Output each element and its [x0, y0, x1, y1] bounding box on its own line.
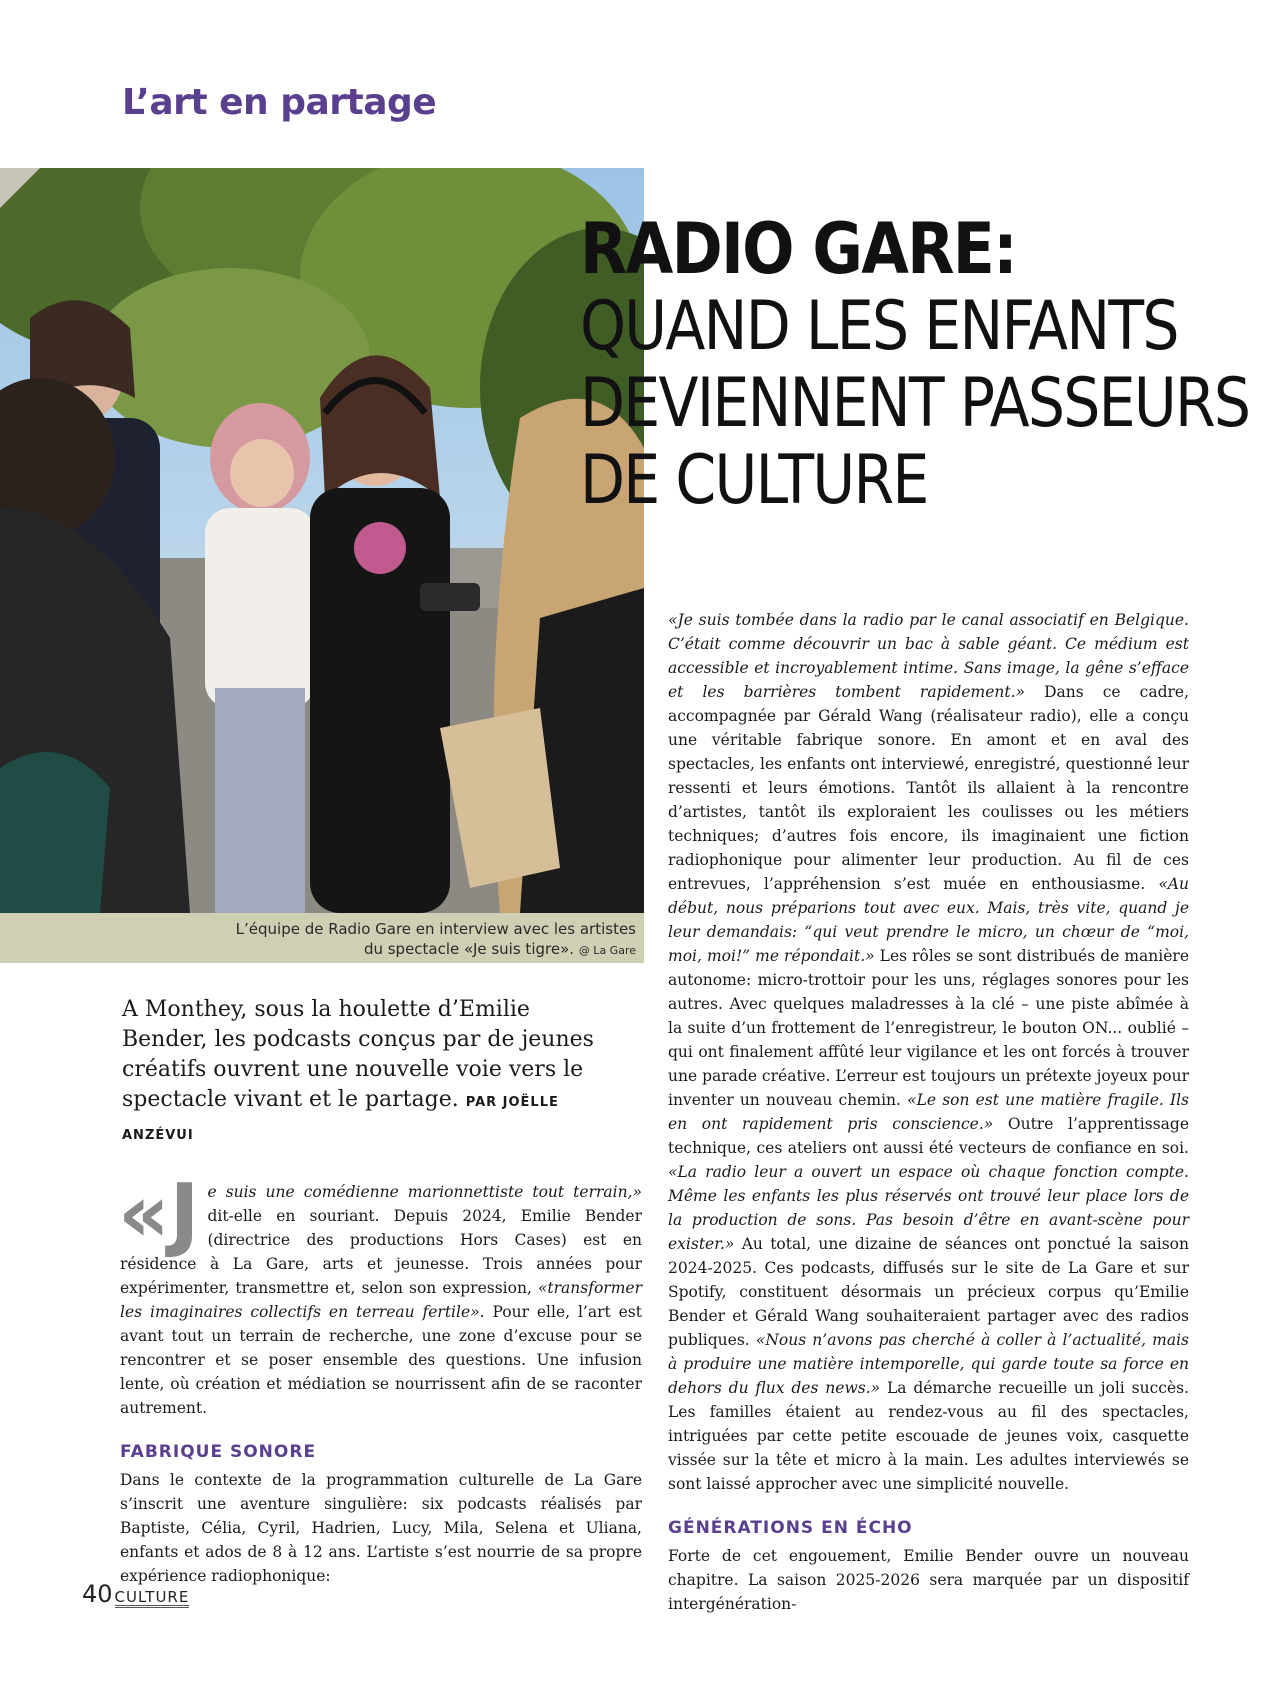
- title-line-4: DE CULTURE: [580, 441, 928, 520]
- photo-illustration: [0, 168, 644, 913]
- intro-quote-2: «transformer les imaginaires collectifs en terreau fertile».: [120, 1279, 642, 1321]
- title-line-1: RADIO GARE:: [580, 208, 1016, 290]
- quote-3: «Le son est une matière fragile. Ils en ont rapidement pris conscience.»: [668, 1091, 1189, 1133]
- article-lede: [122, 995, 622, 1151]
- quote-2: «Au début, nous préparions tout avec eux. Mais, très vite, quand je leur demandais: “qui veut prendre le micro, un chœur de “moi, moi, moi!” me répondait.»: [668, 875, 1189, 965]
- subhead-generations: GÉNÉRATIONS EN ÉCHO: [668, 1518, 913, 1538]
- article-photo: [0, 168, 644, 913]
- paragraph-generations: Forte de cet engouement, Emilie Bender ouvre un nouveau chapitre. La saison 2025-2026 sera marquée par un dispositif intergénération-: [668, 1547, 1189, 1613]
- caption-line-1: L’équipe de Radio Gare en interview avec les artistes: [235, 920, 636, 938]
- text-4: Au total, une dizaine de séances ont ponctué la saison 2024-2025. Ces podcasts, diffusés sur le site de La Gare et sur Spotify, constituent désormais un précieux corpus qu’Emilie Bender et Gérald Wang souhaiteraient partager avec des radios publiques.: [668, 1235, 1189, 1349]
- dropcap: «J: [118, 1167, 200, 1260]
- title-line-2: QUAND LES ENFANTS: [580, 287, 1178, 366]
- photo-credit: @ La Gare: [578, 944, 636, 957]
- paragraph-intro: [118, 1167, 642, 1420]
- text-2: Les rôles se sont distribués de manière autonome: micro-trottoir pour les uns, réglages sonores pour les autres. Avec quelques maladresses à la clé – une piste abîmée à la suite d’un frottement de l’enregistreur, le bouton ON... oublié – qui ont finalement affûté leur vigilance et les ont forcés à trouver une parade créative. L’erreur est toujours un prétexte joyeux pour inventer un nouveau chemin.: [668, 947, 1189, 1109]
- photo-caption: [0, 913, 644, 963]
- title-line-3: DEVIENNENT PASSEURS: [580, 364, 1250, 443]
- page-folio: [82, 1580, 189, 1608]
- quote-4: «La radio leur a ouvert un espace où chaque fonction compte. Même les enfants les plus réservés ont trouvé leur place lors de la production de sons. Pas besoin d’être en avant-scène pour exister.»: [668, 1163, 1189, 1253]
- intro-text-a: dit-elle en souriant. Depuis 2024, Emilie Bender (directrice des productions Hors Cases) est en résidence à La Gare, arts et jeunesse. Trois années pour expérimenter, transmettre et, selon son expression,: [120, 1207, 642, 1297]
- paragraph-radio: [668, 608, 1189, 1496]
- caption-line-2-text: du spectacle «Je suis tigre».: [363, 940, 575, 958]
- body-column-left: [118, 1167, 642, 1588]
- text-5: La démarche recueille un joli succès. Les familles étaient au rendez-vous au fil des spectacles, intriguées par cette petite escouade de jeunes voix, casquette vissée sur la tête et micro à la main. Les adultes interviewés se sont laissé approcher avec une simplicité nouvelle.: [668, 1379, 1189, 1493]
- caption-line-2: [0, 939, 636, 961]
- byline: PAR JOËLLE ANZÉVUI: [122, 1095, 559, 1143]
- intro-quote: e suis une comédienne marionnettiste tout terrain,»: [207, 1183, 642, 1201]
- lede-text: A Monthey, sous la houlette d’Emilie Bender, les podcasts conçus par de jeunes créatifs ouvrent une nouvelle voie vers le spectacle vivant et le partage.: [122, 997, 594, 1112]
- intro-text-b: Pour elle, l’art est avant tout un terrain de recherche, une zone d’excuse pour se rencontrer et se poser ensemble des questions. Une infusion lente, où création et médiation se nourrissent afin de se raconter autrement.: [120, 1303, 642, 1417]
- text-3: Outre l’apprentissage technique, ces ateliers ont aussi été vecteurs de confiance en soi.: [668, 1115, 1189, 1157]
- paragraph-fabrique: Dans le contexte de la programmation culturelle de La Gare s’inscrit une aventure singulière: six podcasts réalisés par Baptiste, Célia, Cyril, Hadrien, Lucy, Mila, Selena et Uliana, enfants et ados de 8 à 12 ans. L’artiste s’est nourrie de sa propre expérience radiophonique:: [120, 1471, 642, 1585]
- body-column-right: [668, 608, 1189, 1616]
- text-1: Dans ce cadre, accompagnée par Gérald Wang (réalisateur radio), elle a conçu une véritable fabrique sonore. En amont et en aval des spectacles, les enfants ont interviewé, enregistré, questionné leur ressenti et leurs émotions. Tantôt ils allaient à la rencontre d’artistes, tantôt ils exploraient les coulisses ou les métiers techniques; d’autres fois encore, ils imaginaient une fiction radiophonique pour alimenter leur production. Au fil de ces entrevues, l’appréhension s’est muée en enthousiasme.: [668, 683, 1189, 893]
- magazine-name: CULTURE: [114, 1588, 190, 1606]
- quote-1: «Je suis tombée dans la radio par le canal associatif en Belgique. C’était comme découvrir un bac à sable géant. Ce médium est accessible et incroyablement intime. Sans image, la gêne s’efface et les barrières tombent rapidement.»: [668, 611, 1189, 701]
- section-title: L’art en partage: [122, 82, 437, 123]
- quote-5: «Nous n’avons pas cherché à coller à l’actualité, mais à produire une matière intemporelle, qui garde toute sa force en dehors du flux des news.»: [668, 1331, 1189, 1397]
- page-number: 40: [82, 1580, 113, 1608]
- article-title: [580, 210, 1270, 519]
- subhead-fabrique-sonore: FABRIQUE SONORE: [120, 1442, 317, 1462]
